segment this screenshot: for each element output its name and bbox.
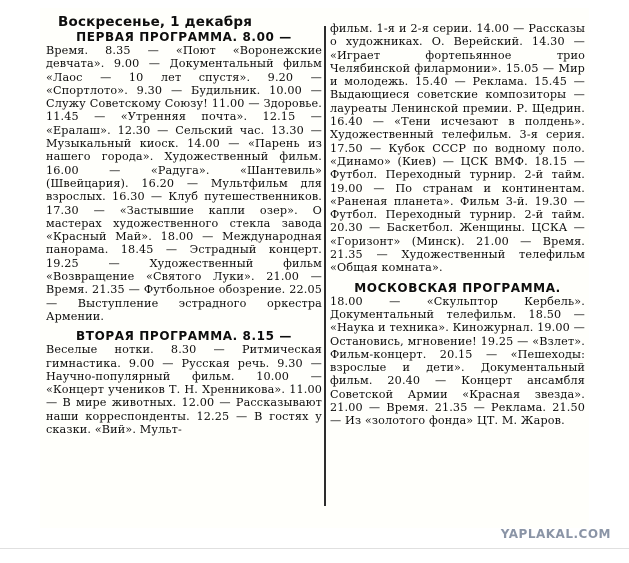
column-divider <box>324 26 326 506</box>
bottom-divider <box>0 548 629 549</box>
second-program-heading: ВТОРАЯ ПРОГРАММА. 8.15 — <box>76 329 292 344</box>
newspaper-clipping <box>40 8 589 528</box>
left-column <box>46 8 322 436</box>
first-program-schedule: Время. 8.35 — «Поют «Воронежские девчата». 9.00 — Документальный фильм «Лаос — 10 лет спустя». 9.20 — «Спортлото». 9.30 — Будильник. 10.00 — Служу Советскому Союзу! 11.00 — Здоровье. 11.45 — «Утренняя почта». 12.15 — «Ералаш». 12.30 — Сельский час. 13.30 — Музыкальный киоск. 14.00 — «Парень из нашего города». Художественный фильм. 16.00 — «Радуга». «Шантевиль» (Швейцария). 16.20 — Мультфильм для взрослых. 16.30 — Клуб путешественников. 17.30 — «Застывшие капли озер». О мастерах художественного стекла завода «Красный Май». 18.00 — Международная панорама. 18.45 — Эстрадный концерт. 19.25 — Художественный фильм «Возвращение «Святого Луки». 21.00 — Время. 21.35 — Футбольное обозрение. 22.05 — Выступление эстрадного оркестра Армении. <box>46 44 322 323</box>
right-column <box>330 22 585 428</box>
second-program-schedule: Веселые нотки. 8.30 — Ритмическая гимнастика. 9.00 — Русская речь. 9.30 — Научно-популярный фильм. 10.00 — «Концерт учеников Т. Н. Хренникова». 11.00 — В мире животных. 12.00 — Рассказывают наши корреспонденты. 12.25 — В гостях у сказки. «Вий». Мульт- <box>46 343 322 437</box>
first-program-heading: ПЕРВАЯ ПРОГРАММА. 8.00 — <box>76 30 292 44</box>
day-heading: Воскресенье, 1 декабря <box>58 14 253 30</box>
moscow-program-heading: МОСКОВСКАЯ ПРОГРАММА. <box>354 280 561 295</box>
site-watermark: YAPLAKAL.COM <box>500 527 611 541</box>
second-program-continued: фильм. 1-я и 2-я серии. 14.00 — Рассказы о художниках. О. Верейский. 14.30 — «Играет фортепьянное трио Челябинской филармонии». 15.05 — Мир и молодежь. 15.40 — Реклама. 15.45 — Выдающиеся советские композиторы — лауреаты Ленинской премии. Р. Щедрин. 16.40 — «Тени исчезают в полдень». Художественный телефильм. 3-я серия. 17.50 — Кубок СССР по водному поло. «Динамо» (Киев) — ЦСК ВМФ. 18.15 — Футбол. Переходный турнир. 2-й тайм. 19.00 — По странам и континентам. «Раненая планета». Фильм 3-й. 19.30 — Футбол. Переходный турнир. 2-й тайм. 20.30 — Баскетбол. Женщины. ЦСКА — «Горизонт» (Минск). 21.00 — Время. 21.35 — Художественный телефильм «Общая комната». <box>330 22 585 275</box>
moscow-program-schedule: 18.00 — «Скульптор Кербель». Документальный телефильм. 18.50 — «Наука и техника». Киножурнал. 19.00 — Остановись, мгновение! 19.25 — «Взлет». Фильм-концерт. 20.15 — «Пешеходы: взрослые и дети». Документальный фильм. 20.40 — Концерт ансамбля Советской Армии «Красная звезда». 21.00 — Время. 21.35 — Реклама. 21.50 — Из «золотого фонда» ЦТ. М. Жаров. <box>330 294 585 428</box>
